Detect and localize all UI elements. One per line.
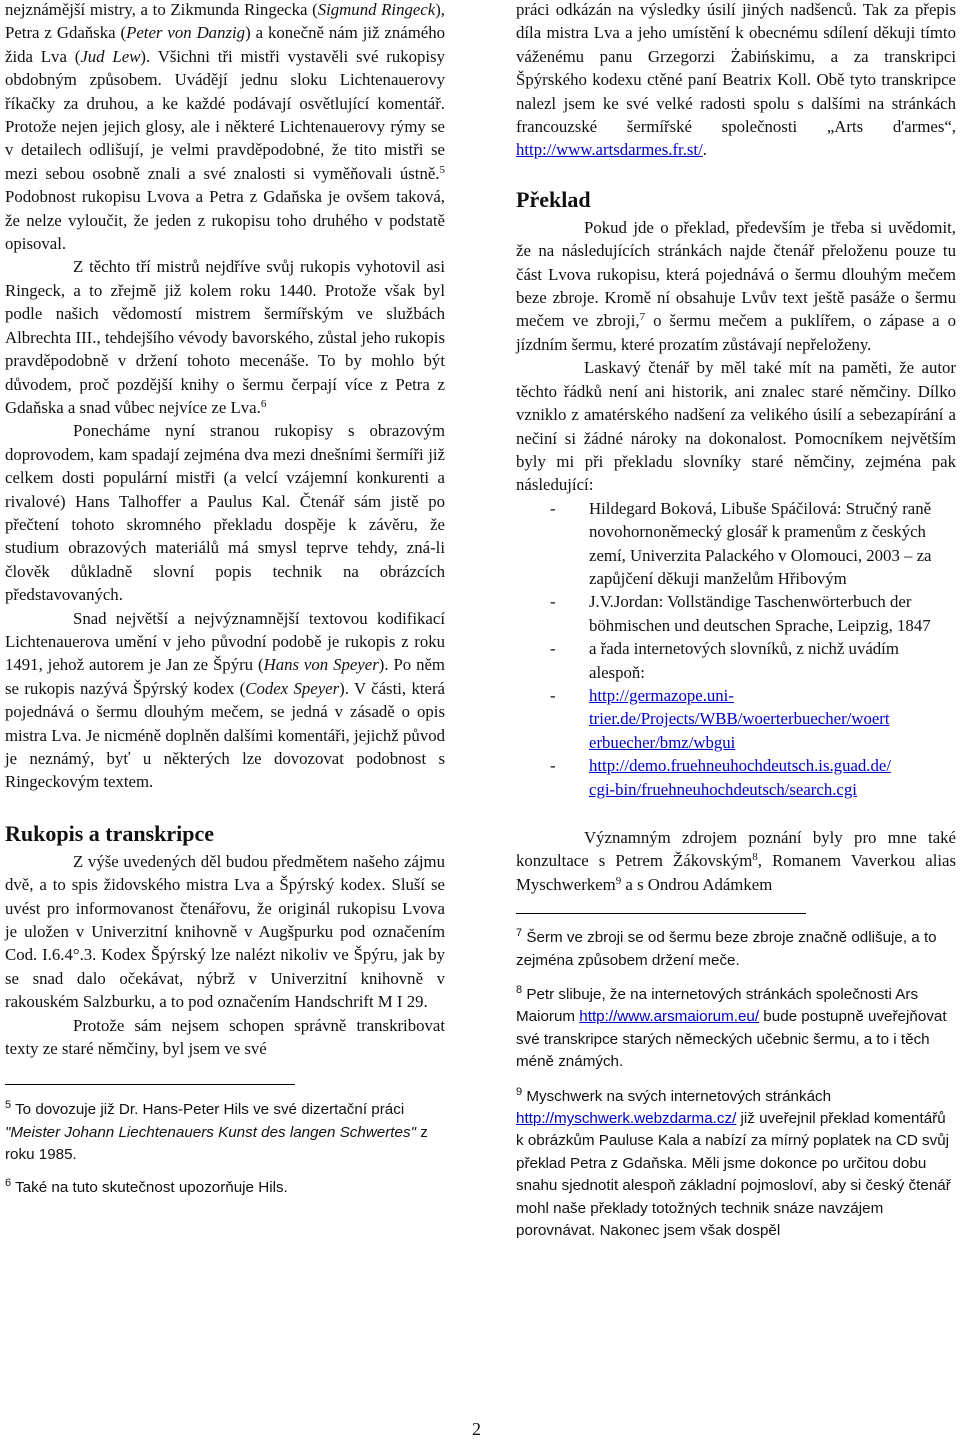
body-paragraph: nejznámější mistry, a to Zikmunda Ringecka (Sigmund Ringeck), Petra z Gdaňska (Peter von Danzig) a konečně nám již známého žida Lva (Jud Lew). Všichni tři mistři vystavěli své rukopisy obdobným způsobem. Uvádějí jednu sloku Lichtenauerovy říkačky za druhou, a ke každé podávají osvětlující komentář. Protože nejen jejich glosy, ale i některé Lichtenauerovy rýmy se v detailech odlišují, je velmi pravděpodobné, že tito mistři se mezi sebou osobně znali a své znalosti si vyměňovali ústně.$^5$ Podobnost rukopisu Lvova a Petra z Gdaňska je ovšem taková, že nelze vyloučit, že jeden z rukopisu toho druhého v podstatě opisoval. bbox=[5, 0, 445, 254]
body-paragraph: práci odkázán na výsledky úsilí jiných nadšenců. Tak za přepis díla mistra Lva a jeho umístění k obecnému sdílení děkuji tímto váženému panu Grzegorzi Żabińskimu, a za transkripci Špýrského kodexu ctěné paní Beatrix Koll. Obě tyto transkripce nalezl jsem ke své velké radosti spolu s dalšími na stránkách francouzské šermířské společnosti „Arts d'armes“, http://www.artsdarmes.fr.st/. bbox=[516, 0, 956, 160]
list-item: - http://germazope.uni- trier.de/Projects/WBB/woerterbuecher/woert erbuecher/bmz/wbgui bbox=[550, 685, 890, 752]
footnote-rule bbox=[516, 913, 806, 914]
body-paragraph: Významným zdrojem poznání byly pro mne také konzultace s Petrem Žákovským$^8$, Romanem Vaverkou alias Myschwerkem$^9$ a s Ondrou Adámkem bbox=[516, 828, 956, 894]
footnote-ref: 6 bbox=[260, 397, 267, 410]
body-paragraph: Laskavý čtenář by měl také mít na paměti, že autor těchto řádků není ani historik, ani znalec staré němčiny. Dílko vzniklo z amatérského nadšení za velikého úsilí a sebezapírání a nečiní si žádné nároky na dokonalost. Pomocníkem největším byly mi při překladu slovníky staré němčiny, zejména pak následující: bbox=[516, 358, 956, 495]
left-column bbox=[5, 0, 445, 1199]
fruehneuhochdeutsch-link[interactable]: http://demo.fruehneuhochdeutsch.is.guad.de/ cgi-bin/fruehneuhochdeutsch/search.cgi bbox=[589, 756, 891, 799]
body-paragraph: Pokud jde o překlad, především je třeba si uvědomit, že na následujících stránkách najde čtenář přeloženu pouze tu část Lvova rukopisu, která pojednává o šermu dlouhým mečem beze zbroje. Kromě ní obsahuje Lvův text ještě pasáže o šermu mečem ve zbroji,$^7$ o šermu mečem a puklířem, o zápase a o jízdním šermu, které prozatím zůstávají nepřeloženy. bbox=[516, 217, 956, 354]
body-paragraph: Z výše uvedených děl budou předmětem našeho zájmu dvě, a to spis židovského mistra Lva a Špýrský kodex. Sluší se uvést pro informovanost čtenářovu, že originál rukopisu Lvova je uložen v Univerzitní knihovně v Augšpurku pod označením Cod. I.6.4°.3. Kodex Špýrský lze nalézt nikoliv ve Špýru, jak by se snad dalo očekávat, nýbrž v Univerzitní knihovně v rakouském Salzburku, a to pod označením Handschrift M I 29. bbox=[5, 851, 445, 1012]
section-heading: Rukopis a transkripce bbox=[5, 820, 215, 846]
list-item: - Hildegard Boková, Libuše Spáčilová: Stručný raně novohornoněmecký glosář k pramenům z českých zemí, Univerzita Palackého v Olomouci, 2003 – za zapůjčení děkuji manželům Hřibovým bbox=[550, 498, 932, 588]
footnote-ref: 5 bbox=[439, 163, 445, 176]
footnote-ref: 9 bbox=[615, 874, 622, 887]
footnote: $^5$ To dovozuje již Dr. Hans-Peter Hils ve své dizertační práci "Meister Johann Liechtenauers Kunst des langen Schwertes" z roku 1985. bbox=[5, 1099, 428, 1164]
list-item: - J.V.Jordan: Vollständige Taschenwörterbuch der böhmischen und deutschen Sprache, Leipzig, 1847 bbox=[550, 592, 931, 635]
body-paragraph: Z těchto tří mistrů nejdříve svůj rukopis vyhotovil asi Ringeck, a to zřejmě již kolem roku 1440. Protože však byl podle našich vědomostí mistrem šermířským ve službách Albrechta III., tehdejšího vévody bavorského, zůstal jeho rukopis pravděpodobně v držení tohoto mecenáše. To by mohlo být důvodem, proč pozdější knihy o šermu čerpají více z Petra z Gdaňska a snad vůbec nejvíce ze Lva.$^6$ bbox=[5, 257, 445, 417]
germazope-link[interactable]: http://germazope.uni- trier.de/Projects/WBB/woerterbuecher/woert erbuecher/bmz/wbgui bbox=[589, 685, 890, 752]
body-paragraph: Snad největší a nejvýznamnější textovou kodifikací Lichtenauerova umění v jeho původní podobě je rukopis z roku 1491, jehož autorem je Jan ze Špýru (Hans von Speyer). Po něm se rukopis nazývá Špýrský kodex (Codex Speyer). V části, která pojednává o šermu dlouhým mečem, se jedná v zásadě o opis mistra Lva. Je nicméně doplněn dalšími komentáři, jejichž původ je neznámý, byť u některých lze dovozovat podobnost s Ringeckovým textem. bbox=[5, 608, 445, 792]
footnote: $^6$ Také na tuto skutečnost upozorňuje Hils. bbox=[5, 1176, 288, 1196]
footnote-ref: 7 bbox=[639, 311, 646, 324]
page-number: 2 bbox=[472, 1419, 481, 1439]
footnote: $^7$ Šerm ve zbroji se od šermu beze zbroje značně odlišuje, a to zejména způsobem držení meče. bbox=[516, 927, 937, 969]
footnote-ref: 8 bbox=[752, 851, 758, 864]
footnote-rule bbox=[5, 1084, 295, 1085]
list-item: - a řada internetových slovníků, z nichž uvádím alespoň: bbox=[550, 639, 899, 682]
footnote: $^8$ Petr slibuje, že na internetových stránkách společnosti Ars Maiorum http://www.arsmaiorum.eu/ bude postupně uveřejňovat své transkripce starých německých učebnic šermu, a to i těch méně známých. bbox=[516, 984, 947, 1071]
list-item: - http://demo.fruehneuhochdeutsch.is.guad.de/ cgi-bin/fruehneuhochdeutsch/search.cgi bbox=[550, 756, 891, 799]
arsmaiorum-link[interactable]: http://www.arsmaiorum.eu/ bbox=[579, 1008, 760, 1026]
artsdarmes-link[interactable]: http://www.artsdarmes.fr.st/ bbox=[516, 140, 703, 160]
body-paragraph: Protože sám nejsem schopen správně transkribovat texty ze staré němčiny, byl jsem ve své bbox=[5, 1015, 445, 1059]
right-column bbox=[516, 0, 956, 1243]
myschwerk-link[interactable]: http://myschwerk.webzdarma.cz/ bbox=[516, 1110, 737, 1128]
body-paragraph: Ponecháme nyní stranou rukopisy s obrazovým doprovodem, kam spadají zejména dva mezi dnešními šermíři již celkem dosti populární mistři (a velcí vzájemní konkurenti a rivalové) Hans Talhoffer a Paulus Kal. Čtenář sám jistě po přečtení tohoto skromného překladu dospěje k závěru, že studium obrazových materiálů má smysl teprve tehdy, zná-li člověk důkladně slovní popis technik na obrázcích představovaných. bbox=[5, 421, 445, 605]
footnote: $^9$ Myschwerk na svých internetových stránkách http://myschwerk.webzdarma.cz/ již uveřejnil překlad komentářů k obrázkům Pauluse Kala a nabízí za mírný poplatek na CD svůj překlad Petra z Gdaňska. Měli jsme dokonce po určitou dobu snahu sjednotit alespoň základní pojmosloví, aby si český čtenář mohl naše překlady totožných technik snáze navzájem porovnávat. Nakonec jsem však dospěl bbox=[516, 1085, 951, 1240]
section-heading: Překlad bbox=[516, 186, 591, 212]
dictionary-list bbox=[516, 497, 956, 801]
